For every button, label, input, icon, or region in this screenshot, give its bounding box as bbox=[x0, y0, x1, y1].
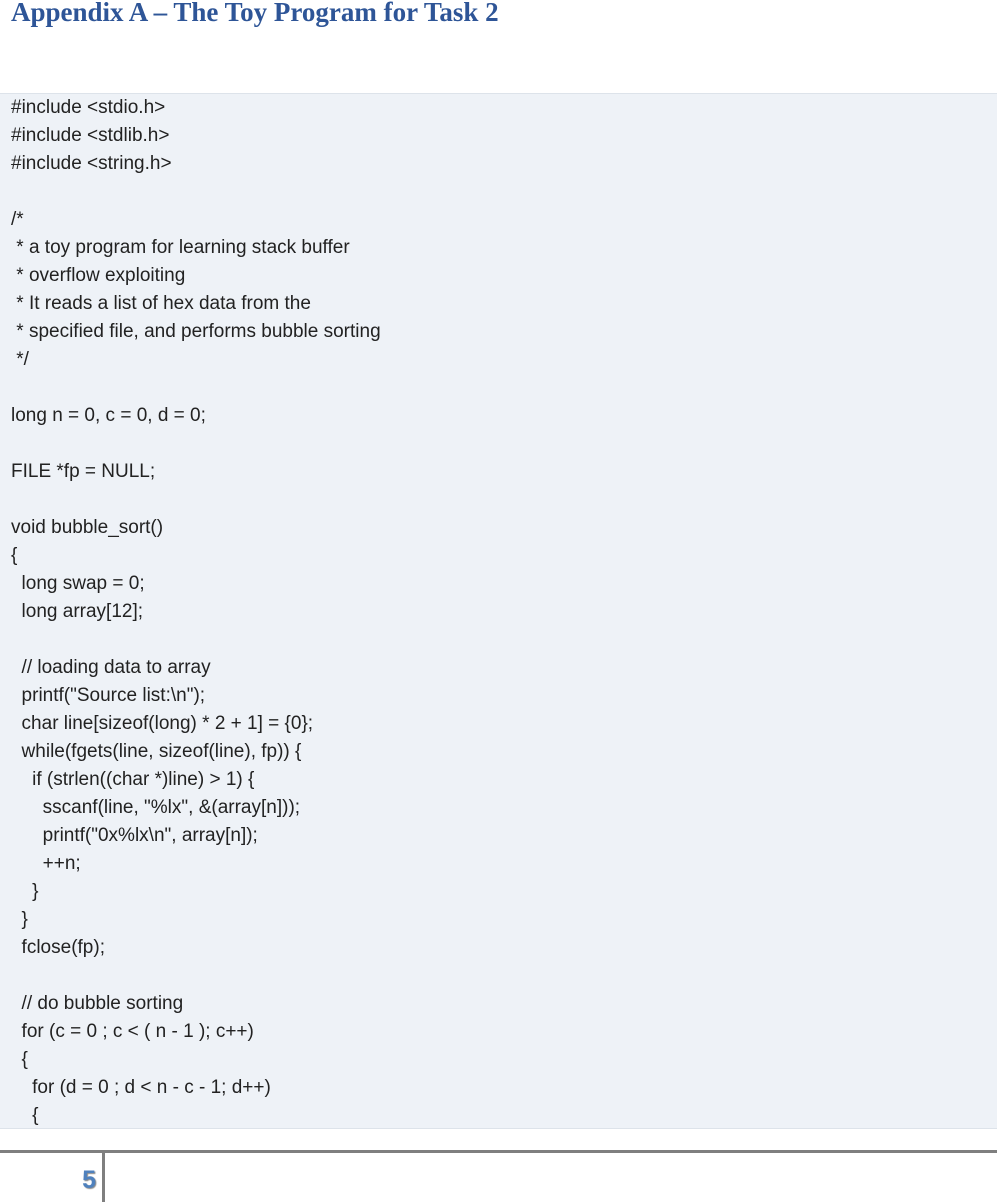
code-line: while(fgets(line, sizeof(line), fp)) { bbox=[11, 741, 302, 762]
code-line: { bbox=[11, 1049, 28, 1070]
code-line: fclose(fp); bbox=[11, 937, 105, 958]
code-line: { bbox=[11, 545, 18, 566]
code-line: * a toy program for learning stack buffer bbox=[11, 237, 350, 258]
code-line: ++n; bbox=[11, 853, 81, 874]
code-listing bbox=[0, 93, 997, 1129]
code-line: for (c = 0 ; c < ( n - 1 ); c++) bbox=[11, 1021, 254, 1042]
footer-divider bbox=[102, 1150, 105, 1202]
code-line: * specified file, and performs bubble sorting bbox=[11, 321, 381, 342]
code-line bbox=[11, 626, 381, 654]
code-line: if (strlen((char *)line) > 1) { bbox=[11, 769, 255, 790]
code-line: long n = 0, c = 0, d = 0; bbox=[11, 405, 206, 426]
code-line bbox=[11, 374, 381, 402]
code-line bbox=[11, 962, 381, 990]
code-line: } bbox=[11, 881, 39, 902]
code-line: for (d = 0 ; d < n - c - 1; d++) bbox=[11, 1077, 271, 1098]
code-line: * It reads a list of hex data from the bbox=[11, 293, 311, 314]
code-line: #include <string.h> bbox=[11, 153, 172, 174]
code-line: #include <stdio.h> bbox=[11, 97, 166, 118]
code-line: FILE *fp = NULL; bbox=[11, 461, 156, 482]
code-line: // do bubble sorting bbox=[11, 993, 184, 1014]
code-line: * overflow exploiting bbox=[11, 265, 186, 286]
footer-rule bbox=[0, 1150, 997, 1153]
code-line: #include <stdlib.h> bbox=[11, 125, 170, 146]
code-line: // loading data to array bbox=[11, 657, 211, 678]
code-line: printf("Source list:\n"); bbox=[11, 685, 206, 706]
code-line: void bubble_sort() bbox=[11, 517, 164, 538]
code-line bbox=[11, 486, 381, 514]
code-line: sscanf(line, "%lx", &(array[n])); bbox=[11, 797, 301, 818]
code-line: long swap = 0; bbox=[11, 573, 145, 594]
code-line: } bbox=[11, 909, 28, 930]
code-line: char line[sizeof(long) * 2 + 1] = {0}; bbox=[11, 713, 314, 734]
code-line bbox=[11, 430, 381, 458]
code-lines bbox=[11, 94, 381, 1129]
page-number: 5 bbox=[82, 1166, 96, 1194]
code-line: long array[12]; bbox=[11, 601, 144, 622]
appendix-heading: Appendix A – The Toy Program for Task 2 bbox=[11, 0, 499, 27]
code-line: printf("0x%lx\n", array[n]); bbox=[11, 825, 258, 846]
code-line: */ bbox=[11, 349, 29, 370]
code-line: { bbox=[11, 1105, 39, 1126]
code-line: /* bbox=[11, 209, 24, 230]
code-line bbox=[11, 178, 381, 206]
